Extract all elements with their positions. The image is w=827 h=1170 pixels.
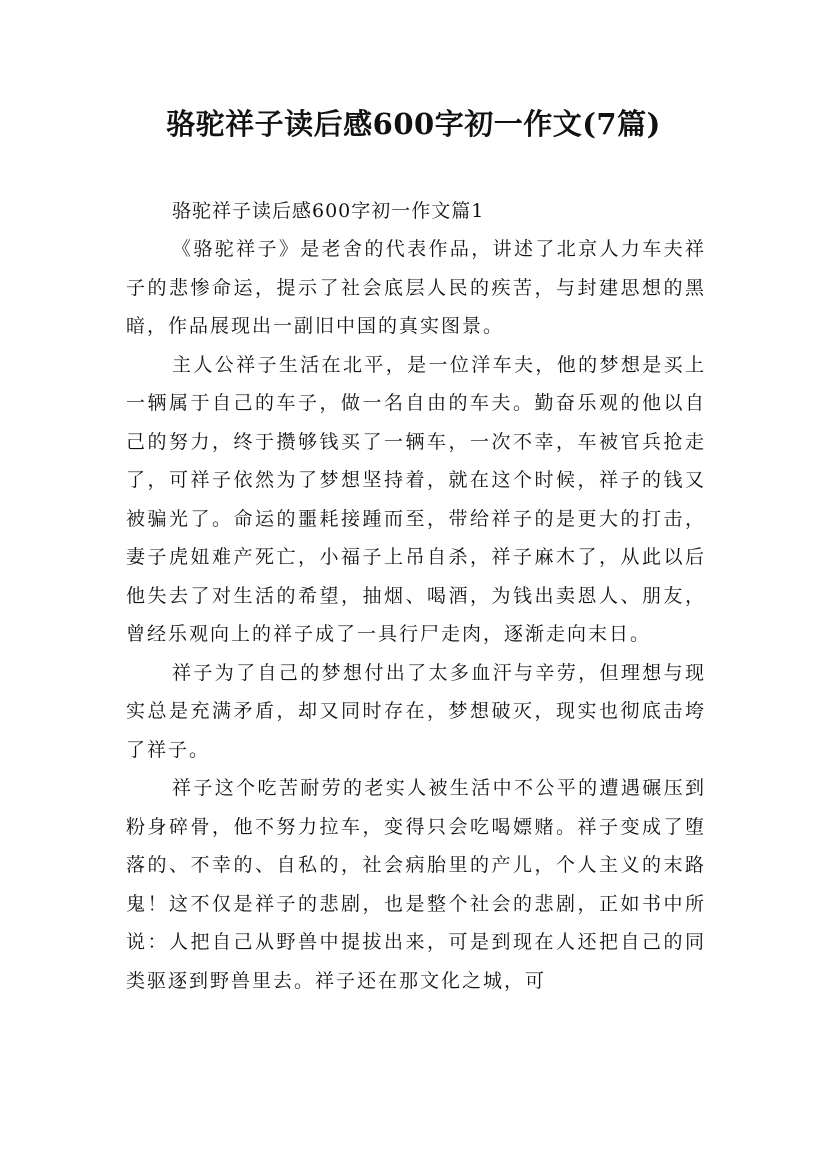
paragraph-3: 祥子为了自己的梦想付出了太多血汗与辛劳，但理想与现实总是充满矛盾，却又同时存在，梦想破灭，现实也彻底击垮了祥子。 — [126, 661, 706, 761]
paragraph-4: 祥子这个吃苦耐劳的老实人被生活中不公平的遭遇碾压到粉身碎骨，他不努力拉车，变得只会吃喝嫖赌。祥子变成了堕落的、不幸的、自私的，社会病胎里的产儿，个人主义的末路鬼！这不仅是祥子的悲剧，也是整个社会的悲剧，正如书中所说：人把自己从野兽中提拔出来，可是到现在人还把自己的同类驱逐到野兽里去。祥子还在那文化之城，可 — [126, 777, 706, 992]
section-heading: 骆驼祥子读后感600字初一作文篇1 — [172, 200, 485, 222]
paragraph-1: 《骆驼祥子》是老舍的代表作品，讲述了北京人力车夫祥子的悲惨命运，提示了社会底层人民的疾苦，与封建思想的黑暗，作品展现出一副旧中国的真实图景。 — [126, 238, 706, 337]
document-title: 骆驼祥子读后感600字初一作文(7篇) — [166, 107, 661, 141]
article-body — [126, 192, 706, 1000]
paragraph-2: 主人公祥子生活在北平，是一位洋车夫，他的梦想是买上一辆属于自己的车子，做一名自由的车夫。勤奋乐观的他以自己的努力，终于攒够钱买了一辆车，一次不幸，车被官兵抢走了，可祥子依然为了梦想坚持着，就在这个时候，祥子的钱又被骗光了。命运的噩耗接踵而至，带给祥子的是更大的打击，妻子虎妞难产死亡，小福子上吊自杀，祥子麻木了，从此以后他失去了对生活的希望，抽烟、喝酒，为钱出卖恩人、朋友，曾经乐观向上的祥子成了一具行尸走肉，逐渐走向末日。 — [126, 353, 706, 645]
